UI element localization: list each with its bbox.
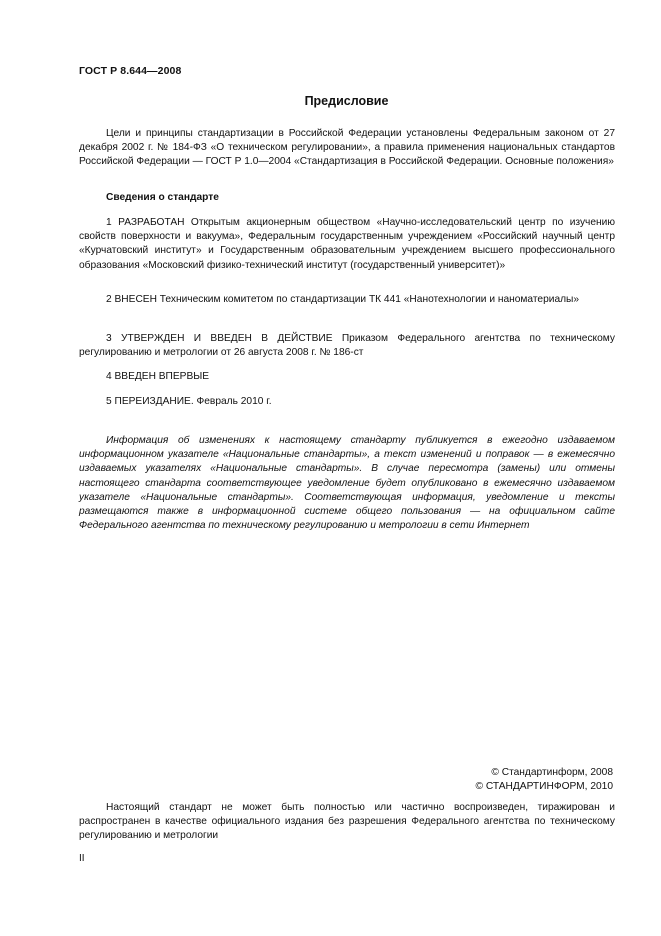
copyright-block xyxy=(476,766,614,793)
item-1 xyxy=(79,216,615,273)
section-heading-text: Сведения о стандарте xyxy=(106,192,219,203)
page-title: Предисловие xyxy=(304,94,389,108)
page-number: II xyxy=(79,853,85,864)
intro-paragraph xyxy=(79,127,615,170)
item-5-text: 5 ПЕРЕИЗДАНИЕ. Февраль 2010 г. xyxy=(106,396,272,407)
item-4 xyxy=(79,370,615,384)
item-1-text: 1 РАЗРАБОТАН Открытым акционерным обществом «Научно-исследовательский центр по изучению свойств поверхности и вакуума», Федеральным государственным учреждением «Российский научный центр «Курчатовский институт» и Государственным образовательным учреждением высшего профессионального образования «Московский физико-технический институт (государственный университет)» xyxy=(79,217,615,271)
reproduction-note xyxy=(79,801,615,844)
copyright-line-2: © СТАНДАРТИНФОРМ, 2010 xyxy=(475,780,613,792)
reproduction-note-text: Настоящий стандарт не может быть полностью или частично воспроизведен, тиражирован и распространен в качестве официального издания без разрешения Федерального агентства по техническому регулированию и метрологии xyxy=(79,802,615,842)
item-4-text: 4 ВВЕДЕН ВПЕРВЫЕ xyxy=(106,371,210,382)
info-note xyxy=(79,434,615,533)
section-heading xyxy=(79,191,615,205)
item-3-text: 3 УТВЕРЖДЕН И ВВЕДЕН В ДЕЙСТВИЕ Приказом Федерального агентства по техническому регулированию и метрологии от 26 августа 2008 г. № 186-ст xyxy=(79,333,615,359)
item-2 xyxy=(79,293,615,307)
item-2-text: 2 ВНЕСЕН Техническим комитетом по стандартизации ТК 441 «Нанотехнологии и наноматериалы» xyxy=(106,294,580,305)
item-3 xyxy=(79,332,615,360)
document-header: ГОСТ Р 8.644—2008 xyxy=(79,65,182,77)
intro-text: Цели и принципы стандартизации в Российской Федерации установлены Федеральным законом от 27 декабря 2002 г. № 184-ФЗ «О техническом регулировании», а правила применения национальных стандартов Российской Федерации — ГОСТ Р 1.0—2004 «Стандартизация в Российской Федерации. Основные положения» xyxy=(79,128,615,168)
item-5 xyxy=(79,395,615,409)
copyright-line-1: © Стандартинформ, 2008 xyxy=(491,767,613,778)
info-note-text: Информация об изменениях к настоящему стандарту публикуется в ежегодно издаваемом информационном указателе «Национальные стандарты», а текст изменений и поправок — в ежемесячно издаваемых указателях «Национальные стандарты». В случае пересмотра (замены) или отмены настоящего стандарта соответствующее уведомление будет опубликовано в ежемесячно издаваемом указателе «Национальные стандарты». Соответствующая информация, уведомление и тексты размещаются также в информационной системе общего пользования — на официальном сайте Федерального агентства по техническому регулированию и метрологии в сети Интернет xyxy=(79,435,615,532)
